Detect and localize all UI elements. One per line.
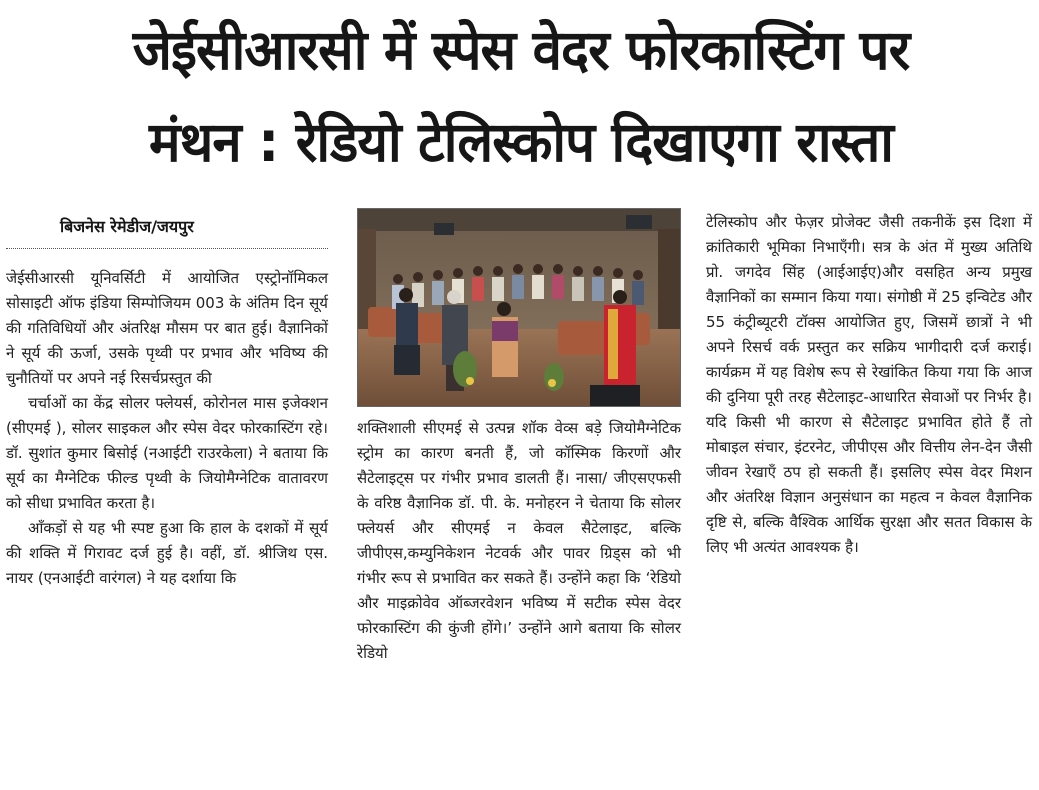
paragraph: चर्चाओं का केंद्र सोलर फ्लेयर्स, कोरोनल मास इजेक्शन (सीएमई ), सोलर साइकल और स्पेस वेदर फोरकास्टिंग रहे।डॉ. सुशांत कुमार बिसोई (नआईटी राउरकेला) ने बताया कि सूर्य का मैग्नेटिक फील्ड पृथ्वी के जियोमैग्नेटिक वातावरण को सीधा प्रभावित करता है।	[6, 394, 328, 512]
article-column-2	[357, 416, 681, 666]
article-column-1	[6, 266, 328, 591]
paragraph: आँकड़ों से यह भी स्पष्ट हुआ कि हाल के दशकों में सूर्य की शक्ति में गिरावट दर्ज हुई है। वहीं, डॉ. श्रीजिथ एस. नायर (एनआईटी वारंगल) ने यह दर्शाया कि	[6, 519, 328, 587]
event-photo	[357, 208, 681, 407]
paragraph: शक्तिशाली सीएमई से उत्पन्न शॉक वेव्स बड़े जियोमैग्नेटिक स्ट्रोम का कारण बनती हैं, जो कॉस्मिक किरणों और सैटेलाइट्स पर गंभीर प्रभाव डालती हैं। नासा/ जीएसएफसी के वरिष्ठ वैज्ञानिक डॉ. पी. के. मनोहरन ने चेताया कि सोलर फ्लेयर्स और सीएमई न केवल सैटेलाइट, बल्कि जीपीएस,कम्युनिकेशन नेटवर्क और पावर ग्रिड्स को भी गंभीर रूप से प्रभावित कर सकते हैं। उन्होंने कहा कि ‘रेडियो और माइक्रोवेव ऑब्जरवेशन भविष्य में सटीक स्पेस वेदर फोरकास्टिंग की कुंजी होंगे।’ उन्होंने आगे बताया कि सोलर रेडियो	[357, 419, 681, 662]
headline-line-2: मंथन : रेडियो टेलिस्कोप दिखाएगा रास्ता	[148, 110, 894, 174]
headline-line-1: जेईसीआरसी में स्पेस वेदर फोरकास्टिंग पर	[132, 18, 910, 82]
byline: बिजनेस रेमेडीज/जयपुर	[60, 217, 194, 236]
byline-divider	[6, 248, 328, 249]
paragraph: जेईसीआरसी यूनिवर्सिटी में आयोजित एस्ट्रोनॉमिकल सोसाइटी ऑफ इंडिया सिम्पोजियम 003 के अंतिम दिन सूर्य की गतिविधियों और अंतरिक्ष मौसम पर बात हुई। वैज्ञानिकों ने सूर्य की ऊर्जा, उसके पृथ्वी पर प्रभाव और भविष्य की चुनौतियों पर अपने नई रिसर्चप्रस्तुत की	[6, 269, 328, 387]
headline	[8, 4, 1034, 188]
paragraph: टेलिस्कोप और फेज़र प्रोजेक्ट जैसी तकनीकें इस दिशा में क्रांतिकारी भूमिका निभाएँगी। सत्र के अंत में मुख्य अतिथि प्रो. जगदेव सिंह (आईआईए)और वसहित अन्य प्रमुख वैज्ञानिकों का सम्मान किया गया। संगोष्ठी में 25 इन्विटेड और 55 कंट्रीब्यूटरी टॉक्स आयोजित हुए, जिसमें छात्रों ने भी अपने रिसर्च वर्क प्रस्तुत कर सक्रिय भागीदारी दर्ज कराई। कार्यक्रम में यह विशेष रूप से रेखांकित किया गया कि आज की दुनिया पूरी तरह सैटेलाइट-आधारित सेवाओं पर निर्भर है। यदि किसी भी कारण से सैटेलाइट प्रभावित होते हैं तो मोबाइल संचार, इंटरनेट, जीपीएस और वित्तीय लेन-देन जैसी जीवन रेखाएँ ठप हो सकती हैं। इसलिए स्पेस वेदर मिशन और अंतरिक्ष विज्ञान अनुसंधान का महत्व न केवल वैज्ञानिक दृष्टि से, बल्कि वैश्विक आर्थिक सुरक्षा और सतत विकास के लिए भी अत्यंत आवश्यक है।	[706, 213, 1032, 556]
article-column-3	[706, 210, 1032, 560]
